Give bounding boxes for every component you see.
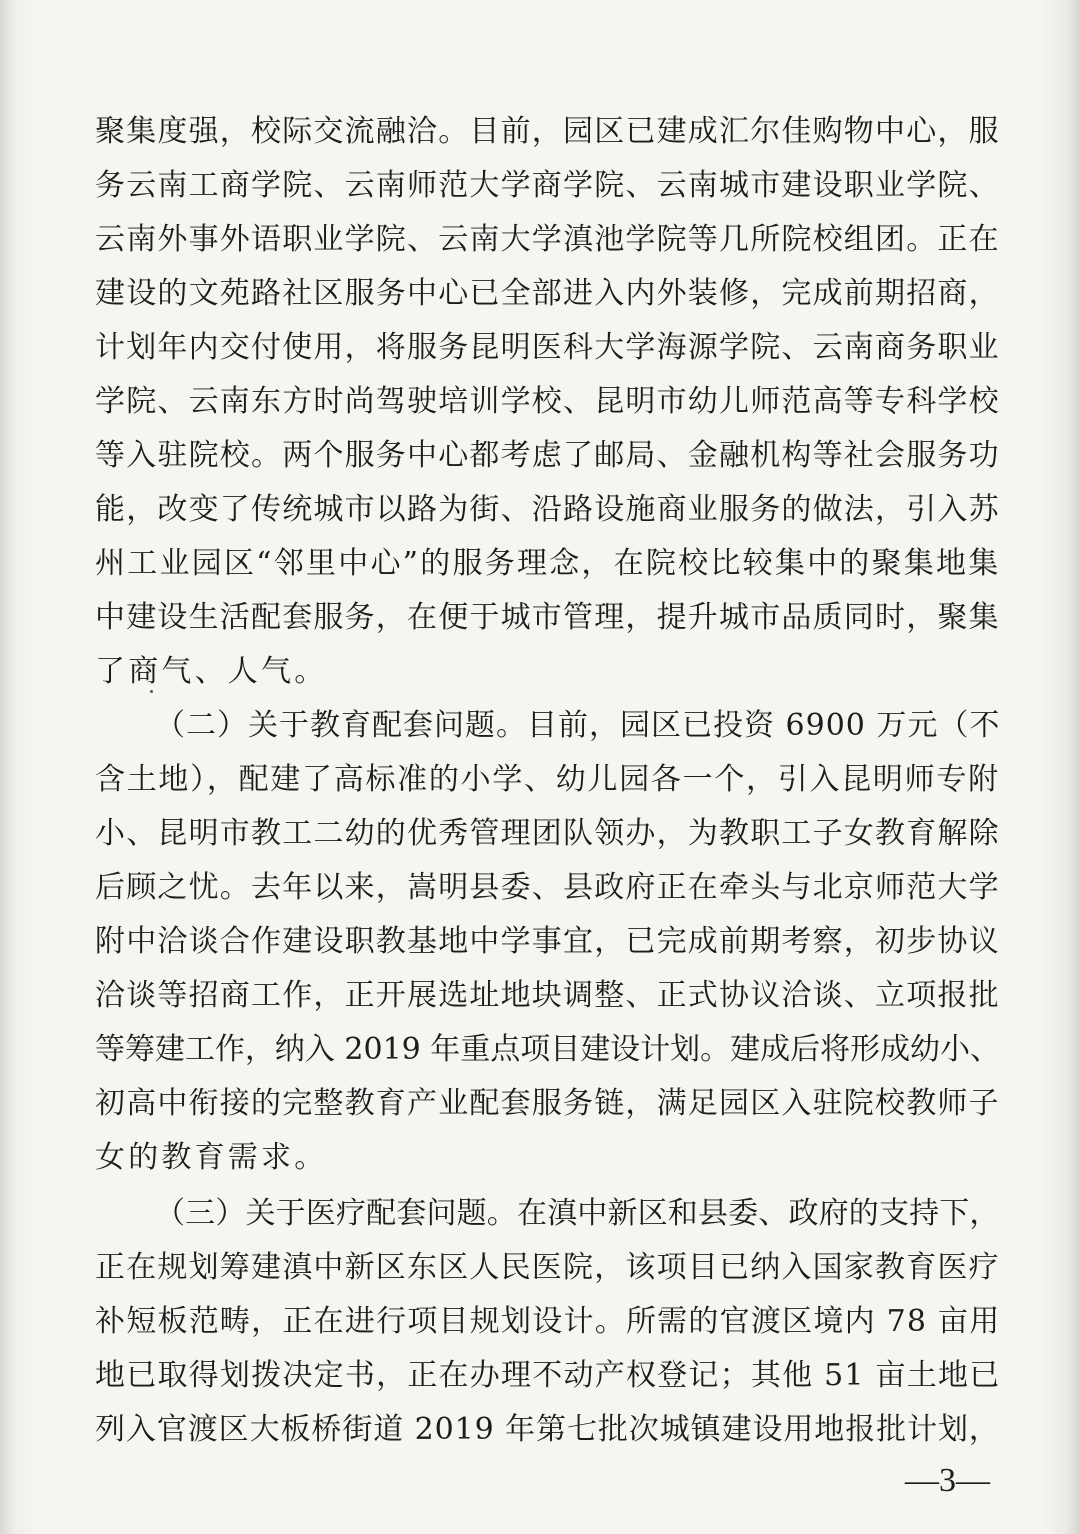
- text-line-21: （三）关于医疗配套问题。在滇中新区和县委、政府的支持下，: [155, 1196, 1000, 1231]
- text-line-13: 含土地），配建了高标准的小学、幼儿园各一个，引入昆明师专附: [95, 762, 1000, 797]
- text-line-17: 洽谈等招商工作，正开展选址地块调整、正式协议洽谈、立项报批: [95, 978, 1000, 1013]
- text-line-2: 务云南工商学院、云南师范大学商学院、云南城市建设职业学院、: [95, 168, 1000, 203]
- text-line-10: 中建设生活配套服务，在便于城市管理，提升城市品质同时，聚集: [95, 600, 1000, 635]
- text-line-25: 列入官渡区大板桥街道 2019 年第七批次城镇建设用地报批计划，: [95, 1412, 1000, 1447]
- text-line-1: 聚集度强，校际交流融洽。目前，园区已建成汇尔佳购物中心，服: [95, 114, 1000, 149]
- text-line-8: 能，改变了传统城市以路为街、沿路设施商业服务的做法，引入苏: [95, 492, 1000, 527]
- text-line-18: 等筹建工作，纳入 2019 年重点项目建设计划。建成后将形成幼小、: [95, 1032, 1001, 1067]
- text-line-15: 后顾之忧。去年以来，嵩明县委、县政府正在牵头与北京师范大学: [95, 870, 1000, 905]
- text-line-23: 补短板范畴，正在进行项目规划设计。所需的官渡区境内 78 亩用: [95, 1304, 1001, 1339]
- text-line-12: （二）关于教育配套问题。目前，园区已投资 6900 万元（不: [155, 708, 1001, 743]
- page-number: —3—: [905, 1462, 990, 1499]
- text-line-19: 初高中衔接的完整教育产业配套服务链，满足园区入驻院校教师子: [95, 1086, 1000, 1121]
- text-line-5: 计划年内交付使用，将服务昆明医科大学海源学院、云南商务职业: [95, 330, 1000, 365]
- text-line-22: 正在规划筹建滇中新区东区人民医院，该项目已纳入国家教育医疗: [95, 1250, 1000, 1285]
- text-line-16: 附中洽谈合作建设职教基地中学事宜，已完成前期考察，初步协议: [95, 924, 1000, 959]
- text-line-20: 女的教育需求。: [95, 1140, 328, 1175]
- text-line-9: 州工业园区“邻里中心”的服务理念，在院校比较集中的聚集地集: [95, 546, 1001, 581]
- text-line-11: 了商气、人气。: [95, 654, 328, 689]
- text-line-24: 地已取得划拨决定书，正在办理不动产权登记；其他 51 亩土地已: [95, 1358, 1001, 1393]
- text-line-7: 等入驻院校。两个服务中心都考虑了邮局、金融机构等社会服务功: [95, 438, 1000, 473]
- text-line-3: 云南外事外语职业学院、云南大学滇池学院等几所院校组团。正在: [95, 222, 1000, 257]
- text-line-6: 学院、云南东方时尚驾驶培训学校、昆明市幼儿师范高等专科学校: [95, 384, 1000, 419]
- scan-speck: [150, 690, 153, 693]
- text-line-14: 小、昆明市教工二幼的优秀管理团队领办，为教职工子女教育解除: [95, 816, 1000, 851]
- text-line-4: 建设的文苑路社区服务中心已全部进入内外装修，完成前期招商，: [95, 276, 1000, 311]
